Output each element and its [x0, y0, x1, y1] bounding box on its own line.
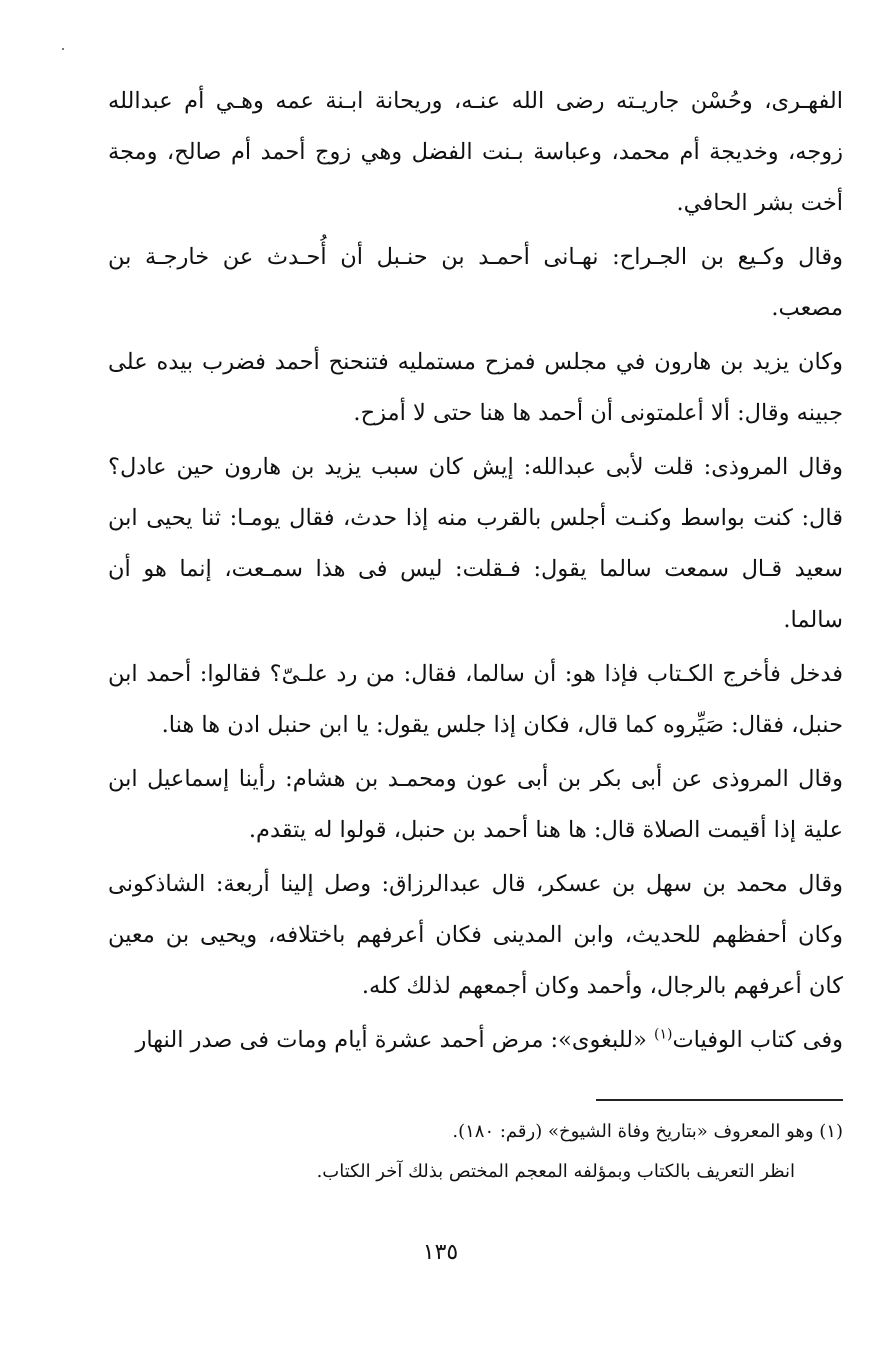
- paragraph-last-end: «للبغوى»: مرض أحمد عشرة أيام ومات فى صدر النهار: [135, 1027, 654, 1053]
- page-number: ١٣٥: [422, 1240, 459, 1265]
- paragraph: الفهـرى، وحُسْن جاريـته رضى الله عنـه، وريحانة ابـنة عمه وهـي أم عبدالله زوجه، وخديجة أم محمد، وعباسة بـنت الفضل وهي زوج أحمد أم صالح، ومجة أخت بشر الحافي.: [108, 88, 843, 216]
- footnote-reference[interactable]: (١): [654, 1026, 673, 1043]
- scan-speck: [62, 48, 64, 50]
- footnotes: [108, 1112, 843, 1192]
- paragraph: فدخل فأخرج الكـتاب فإذا هو: أن سالما، فقال: من رد علـىّ؟ فقالوا: أحمد ابن حنبل، فقال: صَيِّروه كما قال، فكان إذا جلس يقول: يا ابن حنبل ادن ها هنا.: [108, 661, 843, 738]
- paragraph-last-start: وفى كتاب الوفيات: [672, 1027, 843, 1053]
- paragraph: وقال المروذى عن أبى بكر بن أبى عون ومحمـد بن هشام: رأينا إسماعيل ابن علية إذا أقيمت الصلاة قال: ها هنا أحمد بن حنبل، قولوا له يتقدم.: [108, 766, 843, 843]
- paragraph: وقال المروذى: قلت لأبى عبدالله: إيش كان سبب يزيد بن هارون حين عادل؟ قال: كنت بواسط وكنـت أجلس بالقرب منه إذا حدث، فقال يومـا: ثنا يحيى ابن سعيد قـال سمعت سالما يقول: فـقلت: ليس فى هذا سمـعت، إنما هو أن سالما.: [108, 454, 843, 633]
- paragraph: وقال وكـيع بن الجـراح: نهـانى أحمـد بن حنـبل أن أُحـدث عن خارجـة بن مصعب.: [108, 244, 843, 321]
- footnote-1-continuation: انظر التعريف بالكتاب وبمؤلفه المعجم المختص بذلك آخر الكتاب.: [316, 1161, 795, 1182]
- paragraph: وقال محمد بن سهل بن عسكر، قال عبدالرزاق: وصل إلينا أربعة: الشاذكونى وكان أحفظهم للحديث، وابن المدينى فكان أعرفهم باختلافه، ويحيى بن معين كان أعرفهم بالرجال، وأحمد وكان أجمعهم لذلك كله.: [108, 871, 843, 999]
- paragraph: وكان يزيد بن هارون في مجلس فمزح مستمليه فتنحنح أحمد فضرب بيده على جبينه وقال: ألا أعلمتونى أن أحمد ها هنا حتى لا أمزح.: [108, 349, 843, 426]
- main-text: [108, 76, 843, 1069]
- paragraph-last: [108, 1015, 843, 1066]
- footnote-1: (١) وهو المعروف «بتاريخ وفاة الشيوخ» (رقم: ١٨٠).: [452, 1121, 843, 1142]
- footnote-separator: [596, 1099, 843, 1101]
